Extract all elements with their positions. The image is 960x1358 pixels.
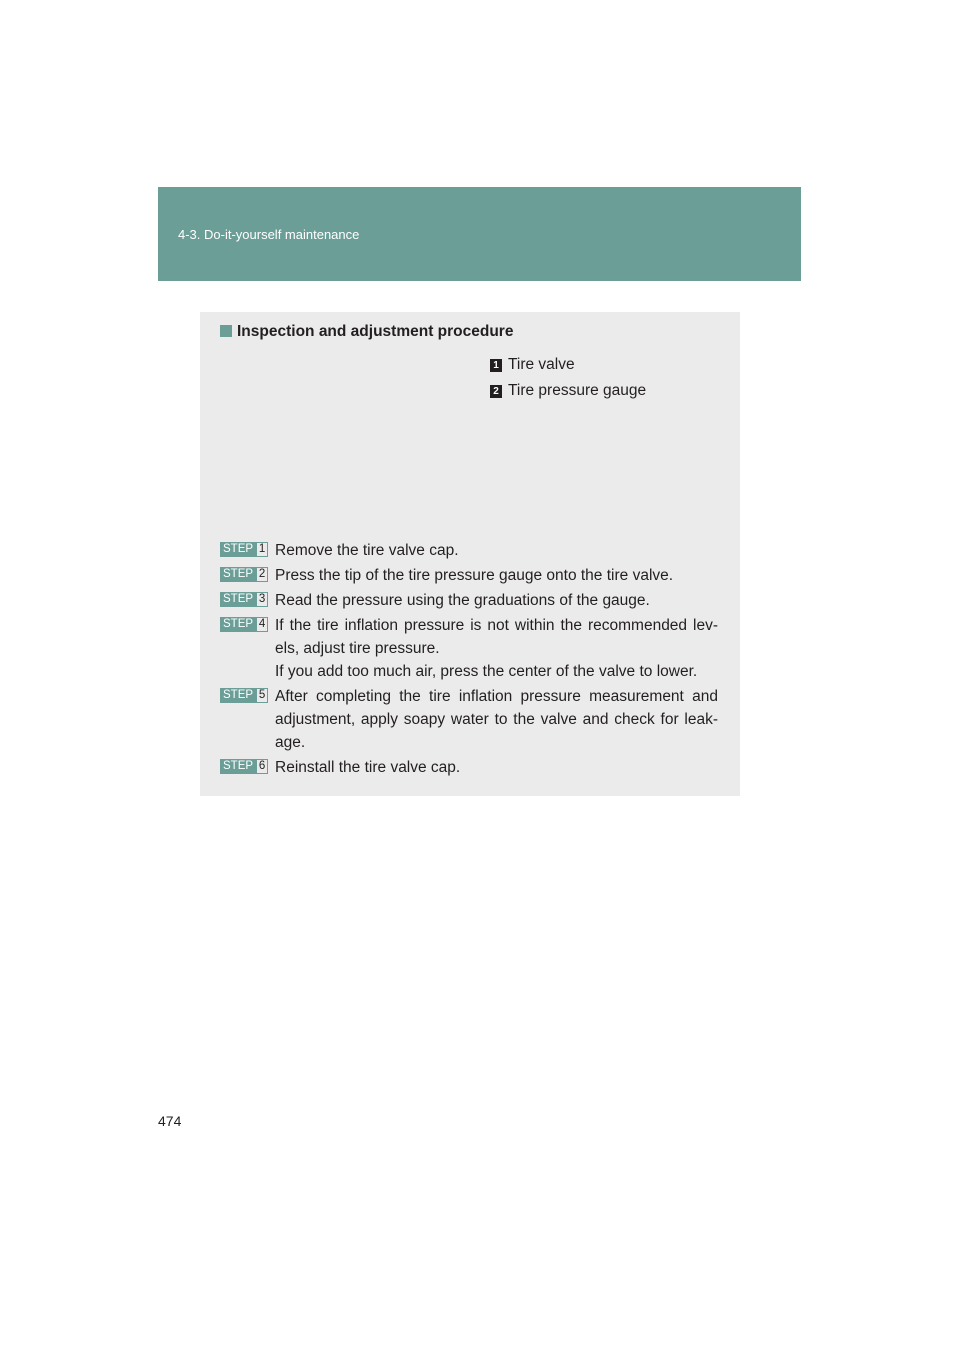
step-text: Reinstall the tire valve cap. xyxy=(275,759,461,776)
step-badge-label: STEP xyxy=(220,617,256,632)
panel-title-text: Inspection and adjustment procedure xyxy=(237,323,514,340)
number-badge-icon: 2 xyxy=(490,385,502,398)
step-badge xyxy=(220,567,268,582)
step-text: Press the tip of the tire pressure gauge onto the tire valve. xyxy=(275,567,674,584)
legend-label: Tire pressure gauge xyxy=(508,382,647,399)
number-badge-icon: 1 xyxy=(490,359,502,372)
legend xyxy=(490,352,646,404)
step-badge-label: STEP xyxy=(220,567,256,582)
step-item xyxy=(220,589,718,612)
step-number: 5 xyxy=(256,688,268,703)
panel-title xyxy=(220,323,513,341)
step-text: Read the pressure using the graduations of the gauge. xyxy=(275,592,650,609)
step-number: 6 xyxy=(256,759,268,774)
step-badge xyxy=(220,542,268,557)
square-bullet-icon xyxy=(220,325,232,337)
step-badge-label: STEP xyxy=(220,542,256,557)
legend-item xyxy=(490,378,646,404)
step-number: 2 xyxy=(256,567,268,582)
section-title: 4-3. Do-it-yourself maintenance xyxy=(178,227,360,242)
step-badge xyxy=(220,617,268,632)
step-badge-label: STEP xyxy=(220,688,256,703)
step-badge-label: STEP xyxy=(220,759,256,774)
step-number: 1 xyxy=(256,542,268,557)
legend-label: Tire valve xyxy=(508,356,575,373)
page-number: 474 xyxy=(158,1113,182,1129)
step-text: After completing the tire inflation pressure measurement and adjustment, apply soapy water to the valve and check for leak- age. xyxy=(275,688,718,751)
step-item xyxy=(220,539,718,562)
section-header xyxy=(158,187,801,281)
legend-item xyxy=(490,352,646,378)
step-item xyxy=(220,685,718,754)
step-text: If the tire inflation pressure is not within the recommended lev- els, adjust tire pressure. xyxy=(275,617,718,657)
step-item xyxy=(220,564,718,587)
step-list xyxy=(220,539,718,781)
step-item xyxy=(220,756,718,779)
procedure-panel xyxy=(200,312,740,796)
step-note: If you add too much air, press the center of the valve to lower. xyxy=(275,663,698,680)
step-text: Remove the tire valve cap. xyxy=(275,542,459,559)
step-item xyxy=(220,614,718,683)
step-number: 3 xyxy=(256,592,268,607)
step-badge xyxy=(220,759,268,774)
step-number: 4 xyxy=(256,617,268,632)
step-badge xyxy=(220,592,268,607)
step-badge xyxy=(220,688,268,703)
step-badge-label: STEP xyxy=(220,592,256,607)
